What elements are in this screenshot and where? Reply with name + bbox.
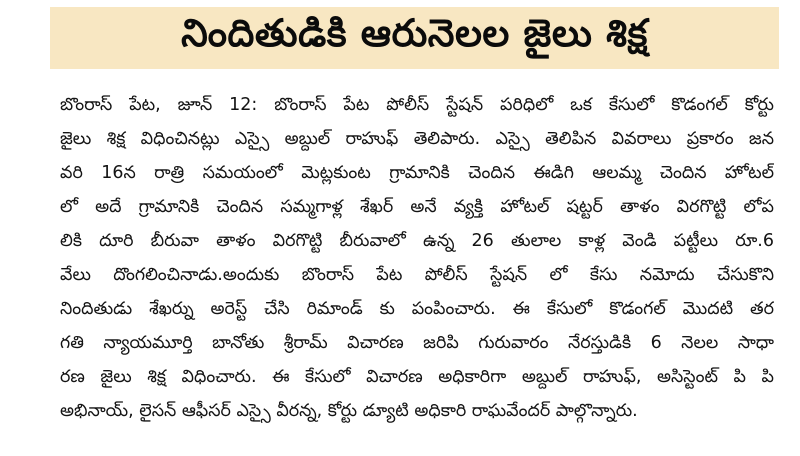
headline: నిందితుడికి ఆరునెలల జైలు శిక్ష [181, 11, 648, 55]
article-line: లో అదే గ్రామానికి చెందిన సమ్మగాళ్ల శేఖర్ అనే వ్యక్తి హోటల్ షట్టర్ తాళం విరగొట్టి లోప [60, 197, 774, 217]
article-line: వేలు దొంగలించినాడు.అందుకు బొంరాస్ పేట పోలీస్ స్టేషన్ లో కేసు నమోదు చేసుకొని [60, 265, 774, 285]
article-line: గతి న్యాయమూర్తి బానోతు శ్రీరామ్ విచారణ జరిపి గురువారం నేరస్తుడికి 6 నెలల సాధా [60, 333, 774, 353]
article-body [60, 88, 774, 428]
article-line: నిందితుడు శేఖర్ను అరెస్ట్ చేసి రిమాండ్ కు పంపించారు. ఈ కేసులో కొడంగల్ మొదటి తర [60, 299, 774, 319]
article-line: జైలు శిక్ష విధించినట్లు ఎస్సై అబ్దుల్ రాహుఫ్ తెలిపారు. ఎస్సై తెలిపిన వివరాలు ప్రకారం జన [60, 129, 774, 149]
article-line: అభినాయ్, లైసన్ ఆఫీసర్ ఎస్సై వీరన్న, కోర్టు డ్యూటి అధికారి రాఘవేందర్ పాల్గొన్నారు. [60, 401, 638, 421]
article-line: బొంరాస్ పేట, జూన్ 12: బొంరాస్ పేట పోలీస్ స్టేషన్ పరిధిలో ఒక కేసులో కొడంగల్ కోర్టు [60, 95, 774, 115]
article-line: రణ జైలు శిక్ష విధించారు. ఈ కేసులో విచారణ అధికారిగా అబ్దుల్ రాహుఫ్, అసిస్టెంట్ పి పి [60, 367, 774, 387]
article-line: లికి దూరి బీరువా తాళం విరగొట్టి బీరువాలో ఉన్న 26 తులాల కాళ్ల వెండి పట్టీలు రూ.6 [60, 231, 774, 251]
article-line: వరి 16న రాత్రి సమయంలో మెట్లకుంట గ్రామానికి చెందిన ఈడిగి ఆలమ్మ చెందిన హోటల్ [60, 163, 774, 183]
headline-banner [50, 7, 779, 69]
